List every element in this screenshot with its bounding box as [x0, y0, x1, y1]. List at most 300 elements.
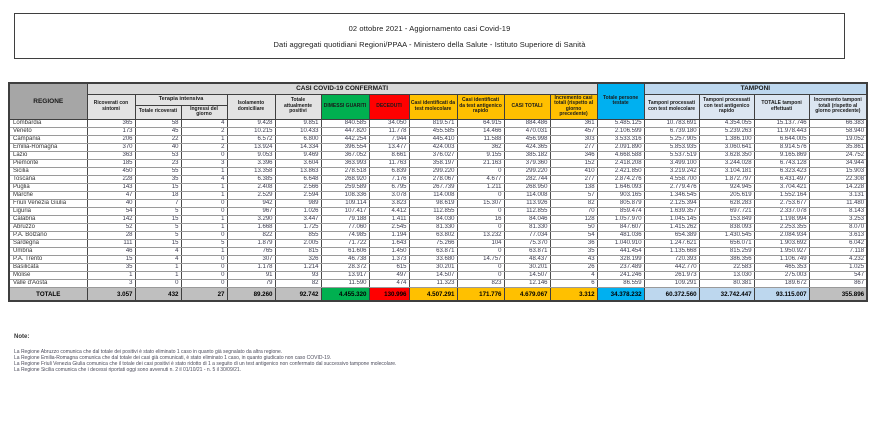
value-cell: 79.188: [321, 215, 369, 223]
value-cell: 4: [135, 255, 181, 263]
value-cell: 35: [550, 247, 597, 255]
value-cell: 93: [275, 271, 321, 279]
value-cell: 0: [181, 263, 227, 271]
value-cell: 9.155: [457, 151, 504, 159]
value-cell: 6.800: [275, 135, 321, 143]
totale-value-cell: 32.742.447: [699, 287, 754, 301]
value-cell: 855: [275, 231, 321, 239]
value-cell: 822: [227, 231, 275, 239]
value-cell: 3.628.350: [699, 151, 754, 159]
totale-value-cell: 3.057: [87, 287, 135, 301]
value-cell: 75.370: [504, 239, 550, 247]
value-cell: 4: [181, 175, 227, 183]
value-cell: 805.879: [597, 199, 644, 207]
value-cell: 0: [457, 191, 504, 199]
value-cell: 823: [457, 279, 504, 287]
value-cell: 7.118: [809, 247, 867, 255]
column-header-persone-testate: Totale persone testate: [597, 83, 644, 119]
table-row: [9, 167, 867, 175]
value-cell: 2.337.078: [754, 207, 809, 215]
value-cell: 361: [550, 119, 597, 127]
value-cell: 5.485.125: [597, 119, 644, 127]
value-cell: 22.583: [699, 263, 754, 271]
table-row: [9, 207, 867, 215]
totale-value-cell: 4.679.067: [504, 287, 550, 301]
value-cell: 385.182: [504, 151, 550, 159]
value-cell: 376.027: [409, 151, 457, 159]
value-cell: 1: [135, 271, 181, 279]
value-cell: 16: [457, 215, 504, 223]
value-cell: 0: [181, 151, 227, 159]
value-cell: 80.381: [699, 279, 754, 287]
value-cell: 4: [135, 247, 181, 255]
value-cell: 2.753.677: [754, 199, 809, 207]
value-cell: 4.412: [369, 207, 409, 215]
value-cell: 4.677: [457, 175, 504, 183]
value-cell: 3.219.242: [644, 167, 699, 175]
value-cell: 303: [550, 135, 597, 143]
value-cell: 442.254: [321, 135, 369, 143]
value-cell: 3: [181, 159, 227, 167]
value-cell: 259.589: [321, 183, 369, 191]
column-header-ricoverati: Ricoverati con sintomi: [87, 94, 135, 119]
value-cell: 63.871: [504, 247, 550, 255]
region-name-cell: Liguria: [9, 207, 87, 215]
value-cell: 75.266: [409, 239, 457, 247]
value-cell: 2.874.276: [597, 175, 644, 183]
value-cell: 1.415.262: [644, 223, 699, 231]
value-cell: 13.232: [457, 231, 504, 239]
value-cell: 138: [550, 183, 597, 191]
value-cell: 5.853.935: [644, 143, 699, 151]
table-row: [9, 135, 867, 143]
value-cell: 112.855: [409, 207, 457, 215]
value-cell: 11.480: [809, 199, 867, 207]
region-name-cell: P.A. Bolzano: [9, 231, 87, 239]
value-cell: 615: [369, 263, 409, 271]
value-cell: 98.619: [409, 199, 457, 207]
value-cell: 1: [181, 167, 227, 175]
column-header-tamponi-molecolare: Tamponi processati con test molecolare: [644, 94, 699, 119]
value-cell: 5.257.905: [644, 135, 699, 143]
value-cell: 3.104.181: [699, 167, 754, 175]
value-cell: 10.783.691: [644, 119, 699, 127]
value-cell: 4: [181, 119, 227, 127]
value-cell: 697.721: [699, 207, 754, 215]
column-header-deceduti: DECEDUTI: [369, 94, 409, 119]
value-cell: 14.507: [409, 271, 457, 279]
value-cell: 656.071: [699, 239, 754, 247]
value-cell: 442.770: [644, 263, 699, 271]
value-cell: 15.307: [457, 199, 504, 207]
value-cell: 109.114: [321, 199, 369, 207]
value-cell: 0: [457, 223, 504, 231]
value-cell: 1.643: [369, 239, 409, 247]
table-footer: [9, 287, 867, 301]
value-cell: 3.253: [809, 215, 867, 223]
value-cell: 3.613: [809, 231, 867, 239]
value-cell: 1.214: [275, 263, 321, 271]
region-name-cell: P.A. Trento: [9, 255, 87, 263]
value-cell: 54: [550, 231, 597, 239]
value-cell: 58: [135, 119, 181, 127]
value-cell: 104: [457, 239, 504, 247]
region-name-cell: Basilicata: [9, 263, 87, 271]
value-cell: 481.036: [597, 231, 644, 239]
value-cell: 15: [135, 215, 181, 223]
value-cell: 15: [135, 239, 181, 247]
value-cell: 0: [457, 271, 504, 279]
value-cell: 299.220: [504, 167, 550, 175]
value-cell: 185: [87, 159, 135, 167]
table-row: [9, 215, 867, 223]
value-cell: 128: [550, 215, 597, 223]
value-cell: 11.590: [321, 279, 369, 287]
value-cell: 10.433: [275, 127, 321, 135]
value-cell: 57: [550, 191, 597, 199]
value-cell: 35.861: [809, 143, 867, 151]
report-source-line: Dati aggregati quotidiani Regioni/PPAA - Ministero della Salute - Istituto Superiore di Sanità: [273, 39, 586, 49]
value-cell: 441.454: [597, 247, 644, 255]
table-row: [9, 183, 867, 191]
value-cell: 967: [227, 207, 275, 215]
table-row: [9, 151, 867, 159]
value-cell: 6.385: [227, 175, 275, 183]
value-cell: 6.042: [809, 239, 867, 247]
value-cell: 23: [135, 159, 181, 167]
value-cell: 2.545: [369, 223, 409, 231]
value-cell: 108.336: [321, 191, 369, 199]
column-header-regione: REGIONE: [9, 83, 87, 119]
value-cell: 40: [135, 143, 181, 151]
value-cell: 8.914.576: [754, 143, 809, 151]
totale-value-cell: 4.455.320: [321, 287, 369, 301]
table-row: [9, 255, 867, 263]
value-cell: 2.084.934: [754, 231, 809, 239]
value-cell: 456.998: [504, 135, 550, 143]
value-cell: 12.146: [504, 279, 550, 287]
value-cell: 307: [227, 255, 275, 263]
value-cell: 11.978.443: [754, 127, 809, 135]
value-cell: 54: [87, 207, 135, 215]
value-cell: 410: [550, 167, 597, 175]
value-cell: 8.143: [809, 207, 867, 215]
value-cell: 1.026: [275, 207, 321, 215]
value-cell: 363: [87, 151, 135, 159]
value-cell: 1.879: [227, 239, 275, 247]
value-cell: 28.372: [321, 263, 369, 271]
value-cell: 277: [550, 143, 597, 151]
value-cell: 13.924: [227, 143, 275, 151]
value-cell: 14.507: [504, 271, 550, 279]
value-cell: 111: [87, 239, 135, 247]
value-cell: 70: [550, 207, 597, 215]
table-row: [9, 223, 867, 231]
value-cell: 13.863: [275, 167, 321, 175]
value-cell: 1.045.145: [644, 215, 699, 223]
value-cell: 33.680: [409, 255, 457, 263]
value-cell: 2.125.394: [644, 199, 699, 207]
value-cell: 367.052: [321, 151, 369, 159]
value-cell: 9.469: [275, 151, 321, 159]
value-cell: 34.050: [369, 119, 409, 127]
totale-label-cell: TOTALE: [9, 287, 87, 301]
value-cell: 8.070: [809, 223, 867, 231]
table-row: [9, 143, 867, 151]
totale-value-cell: 130.996: [369, 287, 409, 301]
value-cell: 45: [135, 127, 181, 135]
value-cell: 2.566: [275, 183, 321, 191]
value-cell: 9.053: [227, 151, 275, 159]
note-item: La Regione Friuli Venezia Giulia comunica che il totale dei casi positivi è stato ridotto di 1 a seguito di un test antigenico non confermato dal successivo tampone molecolare.: [14, 361, 397, 367]
table-row: [9, 191, 867, 199]
value-cell: 5: [135, 223, 181, 231]
value-cell: 396.554: [321, 143, 369, 151]
value-cell: 206: [87, 135, 135, 143]
value-cell: 84.046: [504, 215, 550, 223]
value-cell: 189.672: [754, 279, 809, 287]
totale-value-cell: 4.507.291: [409, 287, 457, 301]
value-cell: 11.588: [457, 135, 504, 143]
table-row: [9, 279, 867, 287]
value-cell: 765: [227, 247, 275, 255]
region-name-cell: Sicilia: [9, 167, 87, 175]
value-cell: 2.594: [275, 191, 321, 199]
value-cell: 299.220: [409, 167, 457, 175]
value-cell: 52: [87, 223, 135, 231]
value-cell: 3.604: [275, 159, 321, 167]
value-cell: 19.052: [809, 135, 867, 143]
value-cell: 2.418.208: [597, 159, 644, 167]
value-cell: 143: [87, 183, 135, 191]
region-name-cell: Marche: [9, 191, 87, 199]
value-cell: 1: [181, 183, 227, 191]
value-cell: 241.246: [597, 271, 644, 279]
region-name-cell: Abruzzo: [9, 223, 87, 231]
column-header-tamponi-antigenico: Tamponi processati con test antigenico rapido: [699, 94, 754, 119]
value-cell: 282.744: [504, 175, 550, 183]
table-row: [9, 159, 867, 167]
value-cell: 91: [227, 271, 275, 279]
value-cell: 63.802: [409, 231, 457, 239]
region-name-cell: Sardegna: [9, 239, 87, 247]
value-cell: 1.950.927: [754, 247, 809, 255]
totale-value-cell: 355.896: [809, 287, 867, 301]
band-header-casi-confermati: CASI COVID-19 CONFERMATI: [87, 83, 597, 94]
value-cell: 2: [181, 143, 227, 151]
value-cell: 0: [181, 231, 227, 239]
band-header-tamponi: TAMPONI: [644, 83, 867, 94]
value-cell: 1.194: [369, 231, 409, 239]
value-cell: 1: [181, 215, 227, 223]
table-row: [9, 175, 867, 183]
value-cell: 1: [181, 247, 227, 255]
value-cell: 13.477: [369, 143, 409, 151]
column-header-positivi: Totale attualmente positivi: [275, 94, 321, 119]
totale-value-cell: 27: [181, 287, 227, 301]
value-cell: 15: [87, 255, 135, 263]
value-cell: 6.323.423: [754, 167, 809, 175]
value-cell: 14.466: [457, 127, 504, 135]
value-cell: 277: [550, 175, 597, 183]
value-cell: 470.031: [504, 127, 550, 135]
region-name-cell: Valle d'Aosta: [9, 279, 87, 287]
table-header: [9, 83, 867, 119]
value-cell: 268.950: [504, 183, 550, 191]
value-cell: 363.993: [321, 159, 369, 167]
value-cell: 228: [87, 175, 135, 183]
value-cell: 9.165.869: [754, 151, 809, 159]
column-header-casi-totali: CASI TOTALI: [504, 94, 550, 119]
value-cell: 153.849: [699, 215, 754, 223]
column-header-casi-molecolare: Casi identificati da test molecolare: [409, 94, 457, 119]
value-cell: 13.917: [321, 271, 369, 279]
value-cell: 455.585: [409, 127, 457, 135]
value-cell: 237.489: [597, 263, 644, 271]
value-cell: 14.757: [457, 255, 504, 263]
value-cell: 74.985: [321, 231, 369, 239]
value-cell: 5: [181, 239, 227, 247]
value-cell: 36: [550, 239, 597, 247]
value-cell: 14.334: [275, 143, 321, 151]
value-cell: 7.176: [369, 175, 409, 183]
value-cell: 28: [87, 231, 135, 239]
value-cell: 4.668.588: [597, 151, 644, 159]
value-cell: 81.330: [504, 223, 550, 231]
value-cell: 424.365: [504, 143, 550, 151]
value-cell: 1: [135, 263, 181, 271]
value-cell: 267.739: [409, 183, 457, 191]
value-cell: 445.410: [409, 135, 457, 143]
column-header-terapia-ingressi: Ingressi del giorno: [181, 105, 227, 119]
value-cell: 6.644.005: [754, 135, 809, 143]
value-cell: 450: [87, 167, 135, 175]
region-name-cell: Lazio: [9, 151, 87, 159]
region-name-cell: Friuli Venezia Giulia: [9, 199, 87, 207]
value-cell: 924.945: [699, 183, 754, 191]
value-cell: 22.308: [809, 175, 867, 183]
value-cell: 328.199: [597, 255, 644, 263]
totale-value-cell: 432: [135, 287, 181, 301]
value-cell: 50: [550, 223, 597, 231]
value-cell: 6.743.128: [754, 159, 809, 167]
value-cell: 5: [135, 231, 181, 239]
region-name-cell: Lombardia: [9, 119, 87, 127]
value-cell: 3: [87, 279, 135, 287]
value-cell: 173: [87, 127, 135, 135]
value-cell: 1.211: [457, 183, 504, 191]
value-cell: 63.871: [409, 247, 457, 255]
value-cell: 0: [457, 207, 504, 215]
value-cell: 838.093: [699, 223, 754, 231]
value-cell: 142: [87, 215, 135, 223]
value-cell: 1.639.357: [644, 207, 699, 215]
value-cell: 114.008: [504, 191, 550, 199]
value-cell: 1.106.749: [754, 255, 809, 263]
value-cell: 21.163: [457, 159, 504, 167]
value-cell: 114.008: [409, 191, 457, 199]
value-cell: 1.198.994: [754, 215, 809, 223]
value-cell: 884.486: [504, 119, 550, 127]
value-cell: 6.431.497: [754, 175, 809, 183]
value-cell: 3.499.100: [644, 159, 699, 167]
note-item: La Regione Abruzzo comunica che dal totale dei positivi è stato eliminato 1 caso in quanto già segnalato da altra regione.: [14, 349, 283, 355]
value-cell: 1: [87, 271, 135, 279]
value-cell: 1.040.910: [597, 239, 644, 247]
value-cell: 55: [135, 167, 181, 175]
value-cell: 22: [135, 135, 181, 143]
value-cell: 1.135.668: [644, 247, 699, 255]
report-date-line: 02 ottobre 2021 - Aggiornamento casi Covid-19: [348, 23, 511, 33]
value-cell: 1: [181, 135, 227, 143]
notes-title: Note:: [14, 334, 30, 340]
column-header-tamponi-totale: TOTALE tamponi effettuati: [754, 94, 809, 119]
value-cell: 457: [550, 127, 597, 135]
value-cell: 2.779.476: [644, 183, 699, 191]
value-cell: 4.354.055: [699, 119, 754, 127]
value-cell: 1.668: [227, 223, 275, 231]
value-cell: 3.078: [369, 191, 409, 199]
value-cell: 1.552.164: [754, 191, 809, 199]
value-cell: 84.030: [409, 215, 457, 223]
value-cell: 0: [181, 279, 227, 287]
value-cell: 6: [550, 279, 597, 287]
region-name-cell: Puglia: [9, 183, 87, 191]
value-cell: 815.259: [699, 247, 754, 255]
value-cell: 720.393: [644, 255, 699, 263]
totale-value-cell: 171.776: [457, 287, 504, 301]
value-cell: 9.428: [227, 119, 275, 127]
notes-section: [14, 334, 854, 373]
value-cell: 4.558.700: [644, 175, 699, 183]
value-cell: 47: [87, 191, 135, 199]
value-cell: 1.373: [369, 255, 409, 263]
value-cell: 278.067: [409, 175, 457, 183]
value-cell: 365: [87, 119, 135, 127]
table-row: [9, 271, 867, 279]
value-cell: 3.290: [227, 215, 275, 223]
value-cell: 7: [135, 199, 181, 207]
table-row: [9, 263, 867, 271]
region-name-cell: Piemonte: [9, 159, 87, 167]
value-cell: 1.430.545: [699, 231, 754, 239]
value-cell: 2.091.890: [597, 143, 644, 151]
totale-value-cell: 89.260: [227, 287, 275, 301]
value-cell: 1.872.797: [699, 175, 754, 183]
value-cell: 6.648: [275, 175, 321, 183]
value-cell: 24.752: [809, 151, 867, 159]
value-cell: 9.851: [275, 119, 321, 127]
region-name-cell: Toscana: [9, 175, 87, 183]
value-cell: 346: [550, 151, 597, 159]
value-cell: 3.131: [809, 191, 867, 199]
totale-value-cell: 93.115.007: [754, 287, 809, 301]
value-cell: 13.030: [699, 271, 754, 279]
value-cell: 5.537.519: [644, 151, 699, 159]
value-cell: 30.201: [504, 263, 550, 271]
value-cell: 6.795: [369, 183, 409, 191]
value-cell: 1.411: [369, 215, 409, 223]
table-row: [9, 127, 867, 135]
value-cell: 1.178: [227, 263, 275, 271]
value-cell: 82: [550, 199, 597, 207]
table-body: [9, 119, 867, 287]
value-cell: 0: [181, 199, 227, 207]
value-cell: 11.778: [369, 127, 409, 135]
value-cell: 362: [457, 143, 504, 151]
value-cell: 48.437: [504, 255, 550, 263]
value-cell: 11.323: [409, 279, 457, 287]
